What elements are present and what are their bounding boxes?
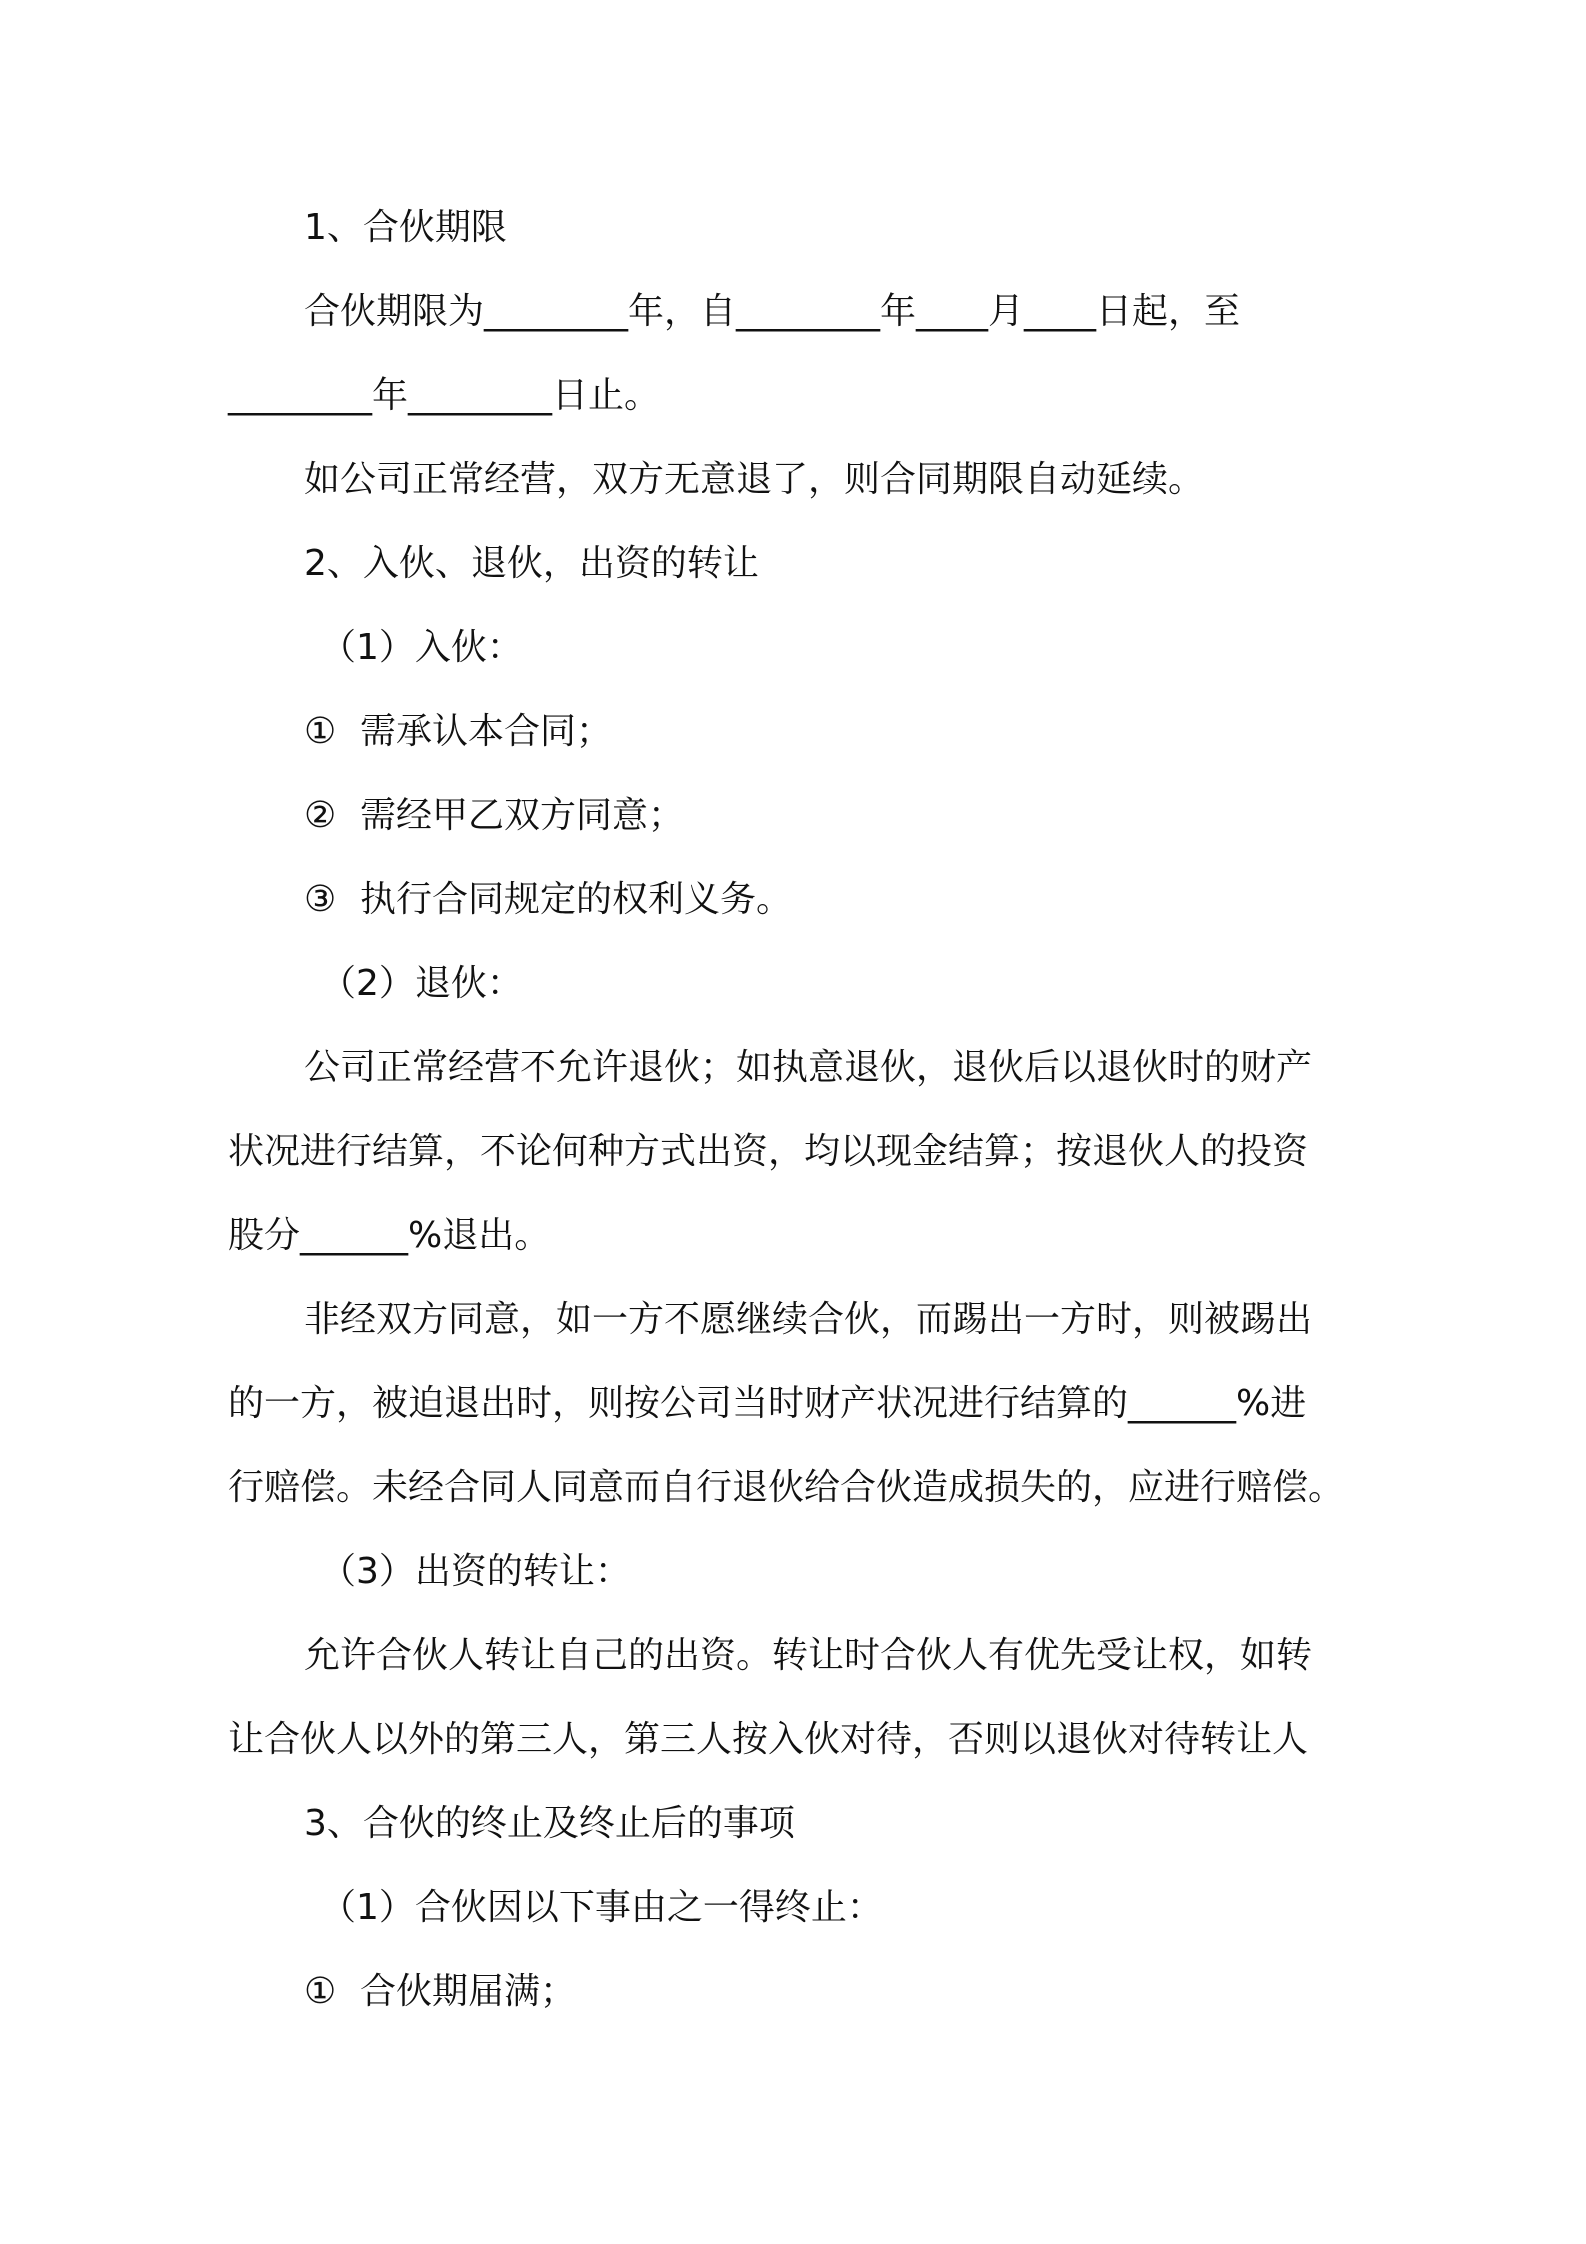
paragraph-exit-line1: 公司正常经营不允许退伙；如执意退伙，退伙后以退伙时的财产 (304, 1047, 1313, 1088)
paragraph-exit-line2: 状况进行结算，不论何种方式出资，均以现金结算；按退伙人的投资 (228, 1131, 1309, 1172)
paragraph-exit-line3: 股分______%退出。 (228, 1215, 551, 1256)
item-text: 需承认本合同； (360, 711, 613, 752)
paragraph-expel-line2: 的一方，被迫退出时，则按公司当时财产状况进行结算的______%进 (228, 1383, 1307, 1424)
list-item (228, 690, 1366, 774)
list-item (228, 774, 1366, 858)
paragraph-expel-line1: 非经双方同意，如一方不愿继续合伙，而踢出一方时，则被踢出 (304, 1299, 1313, 1340)
heading-join-exit-transfer: 2、入伙、退伙，出资的转让 (304, 543, 759, 584)
paragraph-term-period-cont: ________年________日止。 (228, 375, 661, 416)
item-text: 执行合同规定的权利义务。 (360, 879, 793, 920)
heading-term: 1、合伙期限 (304, 207, 507, 248)
item-marker: ① (304, 1971, 337, 2012)
list-item (228, 1950, 1366, 2034)
item-marker: ③ (304, 879, 337, 920)
heading-termination: 3、合伙的终止及终止后的事项 (304, 1803, 795, 1844)
list-item (228, 858, 1366, 942)
paragraph-term-period: 合伙期限为________年，自________年____月____日起，至 (304, 291, 1241, 332)
item-text: 需经甲乙双方同意； (360, 795, 685, 836)
paragraph-transfer-line2: 让合伙人以外的第三人，第三人按入伙对待，否则以退伙对待转让人 (228, 1719, 1309, 1760)
item-text: 合伙期届满； (360, 1971, 577, 2012)
paragraph-transfer-line1: 允许合伙人转让自己的出资。转让时合伙人有优先受让权，如转 (304, 1635, 1313, 1676)
subheading-exit: （2）退伙： (320, 963, 523, 1004)
paragraph-expel-line3: 行赔偿。未经合同人同意而自行退伙给合伙造成损失的，应进行赔偿。 (228, 1467, 1345, 1508)
subheading-termination-causes: （1）合伙因以下事由之一得终止： (320, 1887, 883, 1928)
subheading-join: （1）入伙： (320, 627, 523, 668)
item-marker: ② (304, 795, 337, 836)
paragraph-term-extension: 如公司正常经营，双方无意退了，则合同期限自动延续。 (304, 459, 1205, 500)
item-marker: ① (304, 711, 337, 752)
subheading-transfer: （3）出资的转让： (320, 1551, 631, 1592)
